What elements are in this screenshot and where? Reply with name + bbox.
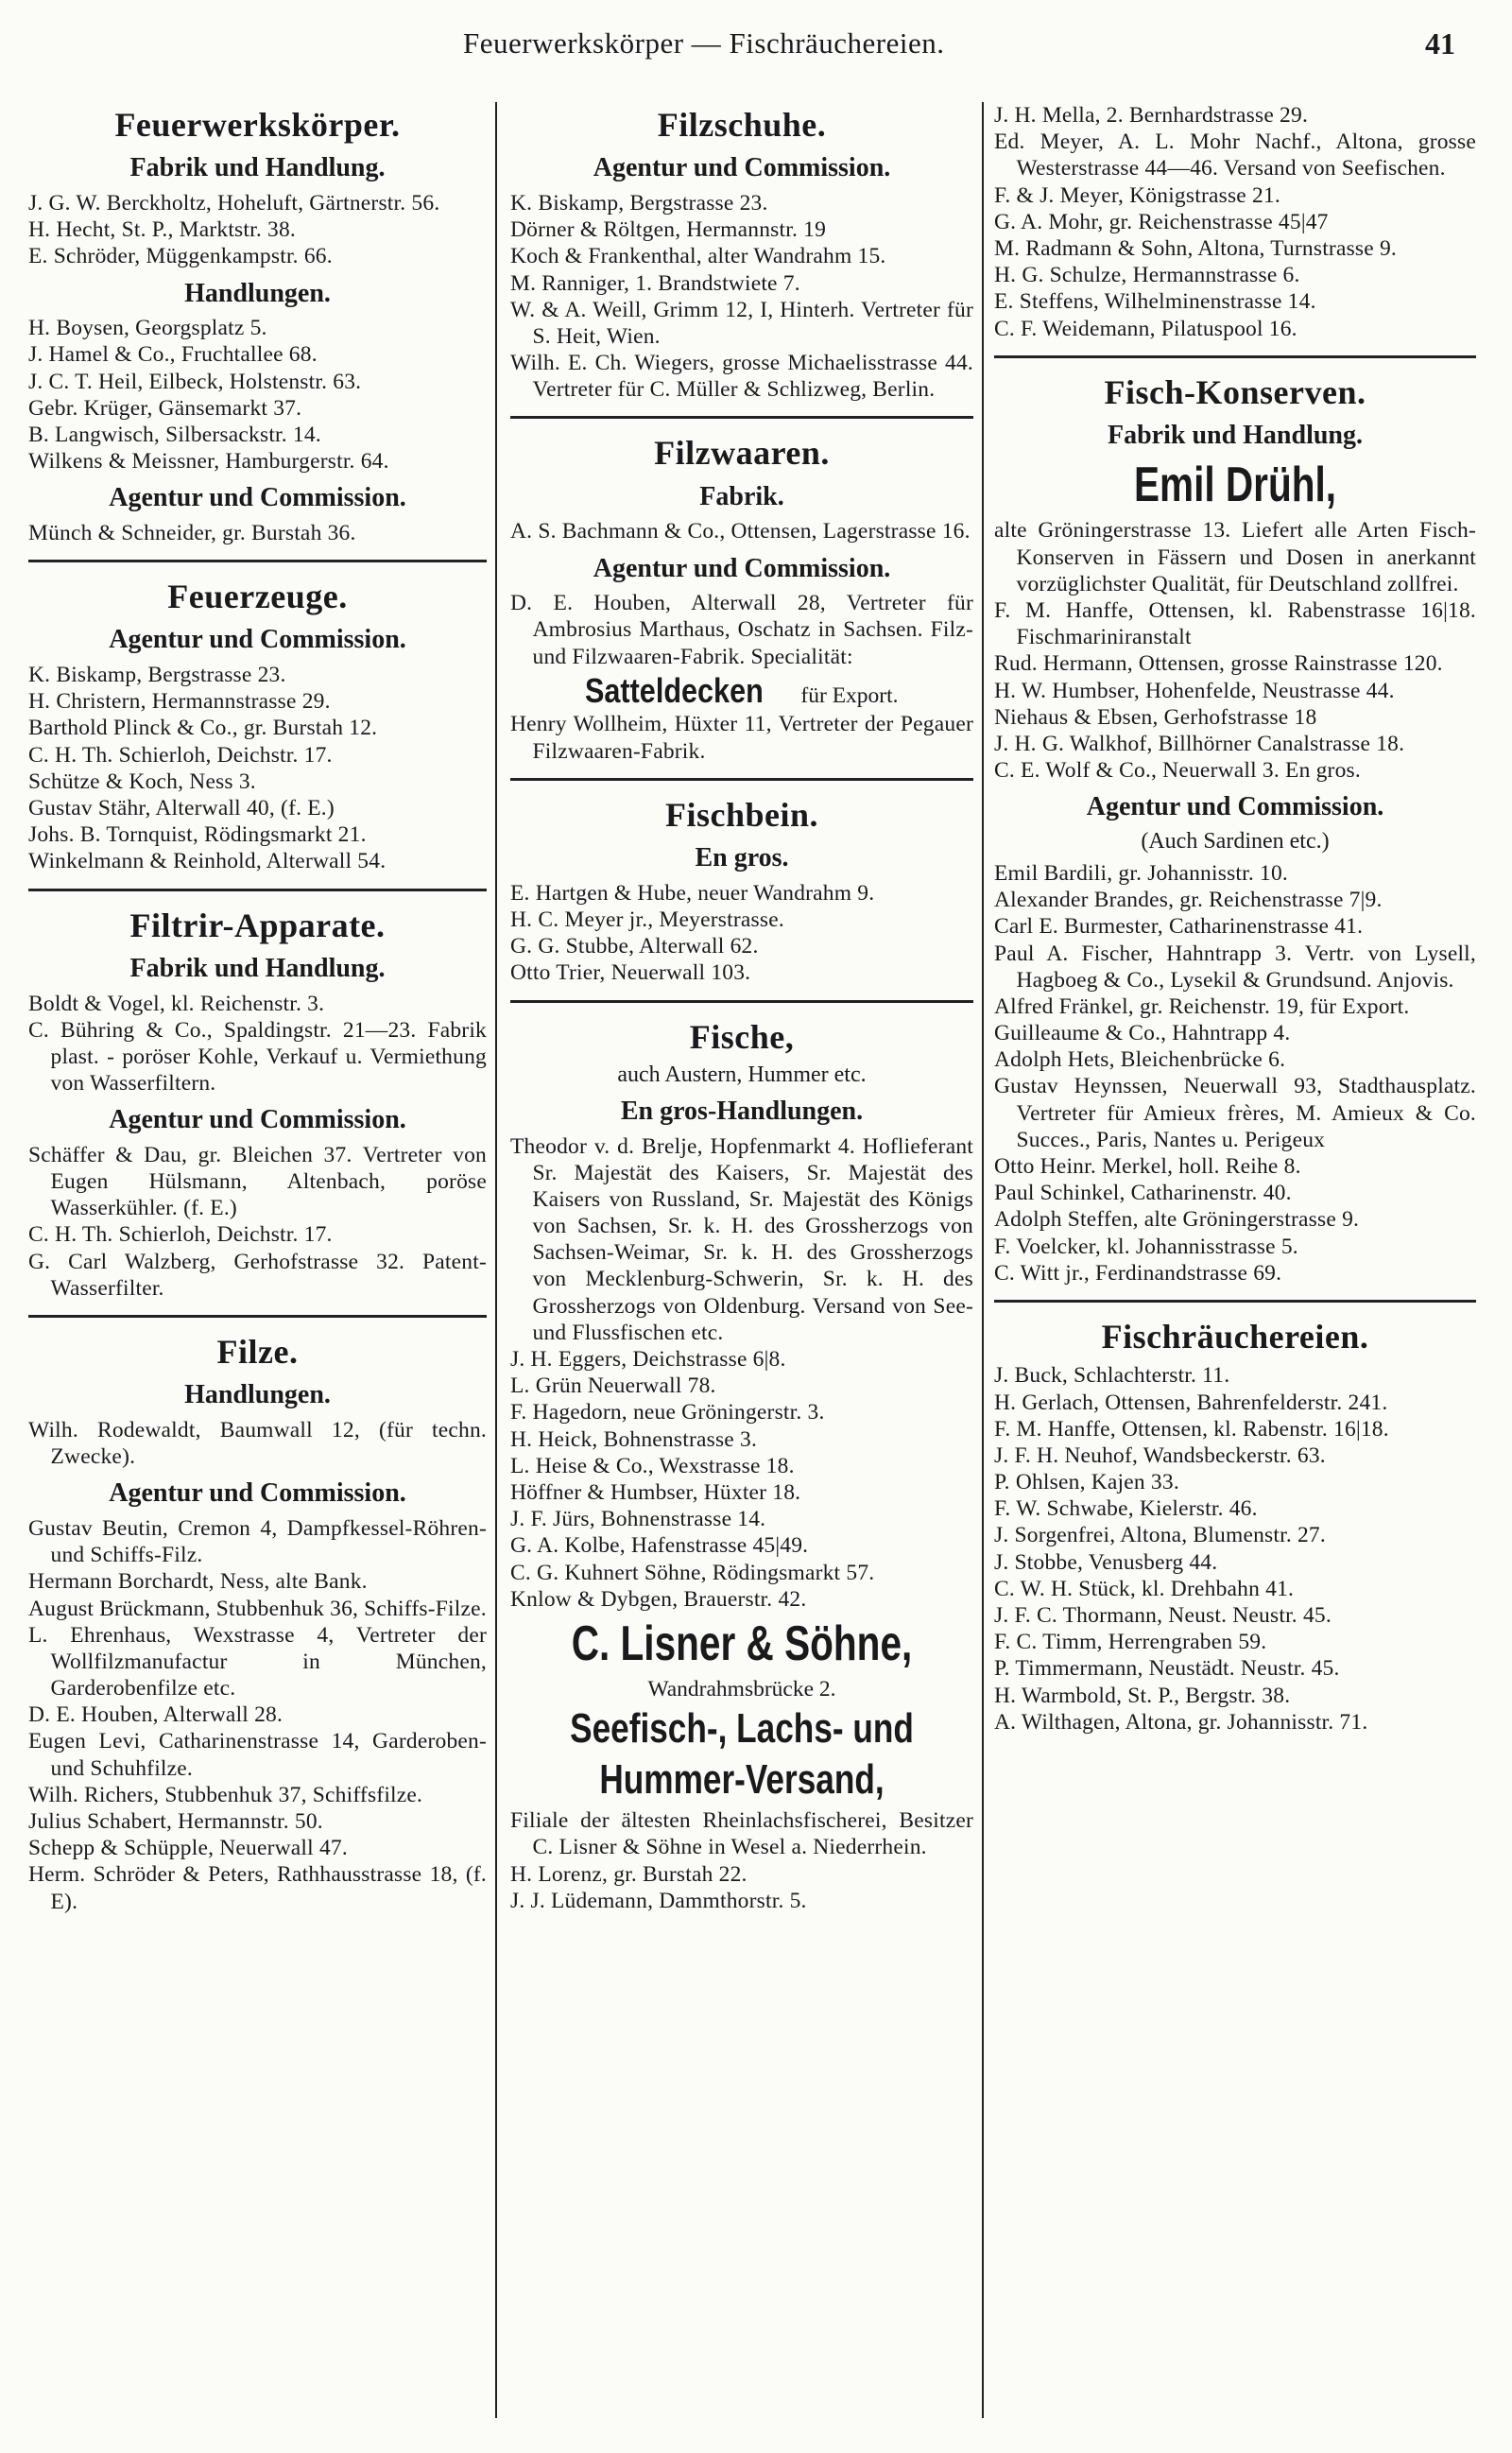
column-rule xyxy=(982,102,984,2418)
directory-entry: E. Schröder, Müggenkampstr. 66. xyxy=(28,244,333,269)
page-header xyxy=(0,26,1512,68)
section-divider xyxy=(510,1000,973,1003)
directory-entry: C. H. Th. Schierloh, Deichstr. 17. xyxy=(28,742,333,768)
subheading: En gros. xyxy=(695,843,789,873)
directory-entry: H. Boysen, Georgsplatz 5. xyxy=(28,316,267,341)
directory-entry: J. F. C. Thormann, Neust. Neustr. 45. xyxy=(994,1603,1332,1629)
directory-entry: H. G. Schulze, Hermannstrasse 6. xyxy=(994,263,1300,288)
section-title: Filzschuhe. xyxy=(657,106,827,144)
entry-list xyxy=(28,315,487,475)
directory-entry: H. Warmbold, St. P., Bergstr. 38. xyxy=(994,1683,1291,1708)
directory-entry: J. H. Eggers, Deichstrasse 6|8. xyxy=(510,1347,786,1372)
directory-entry: L. Ehrenhaus, Wexstrasse 4, Vertreter der Wollfilzmanufactur in München, Garderobenfilze etc. xyxy=(28,1622,487,1702)
directory-entry: J. G. W. Berckholtz, Hoheluft, Gärtnerstr. 56. xyxy=(28,190,440,216)
section-divider xyxy=(28,889,487,891)
directory-entry: Adolph Hets, Bleichenbrücke 6. xyxy=(994,1047,1286,1073)
subheading: Agentur und Commission. xyxy=(109,1105,406,1135)
directory-entry: C. W. H. Stück, kl. Drehbahn 41. xyxy=(994,1576,1295,1601)
page-number: 41 xyxy=(1425,26,1455,60)
directory-entry: F. M. Hanffe, Ottensen, kl. Rabenstr. 16|18. xyxy=(994,1416,1389,1442)
section-divider xyxy=(510,778,973,781)
entry-list xyxy=(28,662,487,875)
directory-entry: H. Hecht, St. P., Marktstr. 38. xyxy=(28,217,296,243)
subheading: Fabrik und Handlung. xyxy=(129,953,386,983)
directory-entry: Henry Wollheim, Hüxter 11, Vertreter der Pegauer Filzwaaren-Fabrik. xyxy=(510,712,973,764)
directory-entry: E. Steffens, Wilhelminenstrasse 14. xyxy=(994,289,1316,315)
directory-entry: Wilh. Richers, Stubbenhuk 37, Schiffsfilze. xyxy=(28,1782,423,1807)
directory-entry: J. H. Mella, 2. Bernhardstrasse 29. xyxy=(994,103,1309,128)
entry-list xyxy=(510,711,973,764)
directory-entry: Barthold Plinck & Co., gr. Burstah 12. xyxy=(28,716,378,741)
directory-entry: Eugen Levi, Catharinenstrasse 14, Garderoben- und Schuhfilze. xyxy=(28,1729,487,1781)
ad-suffix: für Export. xyxy=(800,682,899,708)
subheading: Fabrik. xyxy=(699,481,784,511)
subheading: Agentur und Commission. xyxy=(109,625,406,655)
directory-entry: H. C. Meyer jr., Meyerstrasse. xyxy=(510,907,784,932)
entry-list xyxy=(510,1133,973,1613)
section-divider xyxy=(994,1300,1476,1303)
directory-entry: B. Langwisch, Silbersackstr. 14. xyxy=(28,422,321,447)
section-title: Filtrir-Apparate. xyxy=(129,906,386,944)
directory-entry: C. E. Wolf & Co., Neuerwall 3. En gros. xyxy=(994,758,1361,784)
directory-entry: L. Grün Neuerwall 78. xyxy=(510,1373,716,1399)
directory-entry: Winkelmann & Reinhold, Alterwall 54. xyxy=(28,849,387,874)
directory-entry: Filiale der ältesten Rheinlachsfischerei, Besitzer C. Lisner & Söhne in Wesel a. Niederrhein. xyxy=(510,1808,973,1860)
entry-list xyxy=(28,520,487,546)
column-2 xyxy=(510,102,973,2418)
section-divider xyxy=(28,1315,487,1318)
directory-entry: J. Sorgenfrei, Altona, Blumenstr. 27. xyxy=(994,1523,1326,1548)
directory-entry: Rud. Hermann, Ottensen, grosse Rainstrasse 120. xyxy=(994,651,1443,677)
ad-address: Wandrahmsbrücke 2. xyxy=(647,1676,836,1702)
directory-entry: Knlow & Dybgen, Brauerstr. 42. xyxy=(510,1586,807,1612)
directory-entry: E. Hartgen & Hube, neuer Wandrahm 9. xyxy=(510,880,875,906)
directory-entry: Julius Schabert, Hermannstr. 50. xyxy=(28,1809,323,1834)
directory-entry: Boldt & Vogel, kl. Reichenstr. 3. xyxy=(28,991,325,1016)
directory-entry: W. & A. Weill, Grimm 12, I, Hinterh. Vertreter für S. Heit, Wien. xyxy=(510,297,973,349)
directory-entry: P. Timmermann, Neustädt. Neustr. 45. xyxy=(994,1656,1340,1682)
directory-entry: Wilkens & Meissner, Hamburgerstr. 64. xyxy=(28,449,389,475)
subheading: En gros-Handlungen. xyxy=(620,1096,864,1126)
entry-list xyxy=(510,518,973,544)
ad-line: Hummer-Versand, xyxy=(599,1756,885,1804)
section-feuerwerkskoerper xyxy=(28,106,487,546)
directory-entry: Dörner & Röltgen, Hermannstr. 19 xyxy=(510,217,827,243)
directory-entry: Alexander Brandes, gr. Reichenstrasse 7|9. xyxy=(994,888,1383,913)
subheading: Handlungen. xyxy=(184,278,331,308)
directory-entry: L. Heise & Co., Wexstrasse 18. xyxy=(510,1453,795,1478)
section-divider xyxy=(28,560,487,562)
entry-list xyxy=(28,1417,487,1470)
entry-list xyxy=(28,1515,487,1915)
section-filtrir-apparate xyxy=(28,907,487,1302)
section-note: (Auch Sardinen etc.) xyxy=(1141,828,1330,854)
directory-entry: H. Christern, Hermannstrasse 29. xyxy=(28,689,331,715)
subheading: Agentur und Commission. xyxy=(1086,792,1384,822)
entry-list xyxy=(994,1362,1476,1736)
directory-entry: A. S. Bachmann & Co., Ottensen, Lagerstrasse 16. xyxy=(510,519,971,544)
section-filze xyxy=(28,1333,487,1915)
directory-entry: alte Gröningerstrasse 13. Liefert alle Arten Fisch-Konserven in Fässern und Dosen in anerkannt vorzüglichster Qualität, für Deutschland zollfrei. xyxy=(994,518,1476,596)
directory-entry: J. C. T. Heil, Eilbeck, Holstenstr. 63. xyxy=(28,369,362,394)
column-1 xyxy=(28,102,487,2418)
directory-entry: Schepp & Schüpple, Neuerwall 47. xyxy=(28,1836,348,1861)
directory-entry: Schäffer & Dau, gr. Bleichen 37. Vertreter von Eugen Hülsmann, Altenbach, poröse Wasserkühler. (f. E.) xyxy=(28,1142,487,1221)
directory-entry: H. Lorenz, gr. Burstah 22. xyxy=(510,1861,747,1887)
subheading: Handlungen. xyxy=(184,1380,331,1410)
ad-line: Seefisch-, Lachs- und xyxy=(570,1704,914,1752)
section-fische xyxy=(510,1018,973,1915)
directory-entry: Gustav Stähr, Alterwall 40, (f. E.) xyxy=(28,795,335,821)
section-title: Fisch-Konserven. xyxy=(1104,372,1366,411)
section-title: Feuerzeuge. xyxy=(167,578,348,616)
directory-entry: J. F. H. Neuhof, Wandsbeckerstr. 63. xyxy=(994,1442,1326,1468)
directory-entry: C. H. Th. Schierloh, Deichstr. 17. xyxy=(28,1222,333,1248)
subheading: Agentur und Commission. xyxy=(593,153,891,183)
subheading: Agentur und Commission. xyxy=(109,1478,406,1509)
directory-entry: Gustav Heynssen, Neuerwall 93, Stadthausplatz. Vertreter für Amieux frères, M. Amieux & Co. Succes., Paris, Nantes u. Perigeux xyxy=(994,1074,1476,1152)
directory-entry: Paul A. Fischer, Hahntrapp 3. Vertr. von Lysell, Hagboeg & Co., Lysekil & Grundsund. Anjovis. xyxy=(994,941,1476,993)
directory-entry: Paul Schinkel, Catharinenstr. 40. xyxy=(994,1181,1292,1206)
directory-entry: A. Wilthagen, Altona, gr. Johannisstr. 71. xyxy=(994,1709,1368,1735)
directory-entry: P. Ohlsen, Kajen 33. xyxy=(994,1470,1179,1495)
directory-entry: Gebr. Krüger, Gänsemarkt 37. xyxy=(28,395,302,421)
directory-entry: Theodor v. d. Brelje, Hopfenmarkt 4. Hoflieferant Sr. Majestät des Kaisers, Sr. Majestät des Kaisers von Russland, Sr. Majestät des Königs von Sachsen, Sr. k. H. des Grossherzogs von Sachsen-Weimar, Sr. k. H. des Grossherzogs von Mecklenburg-Schwerin, Sr. k. H. des Grossherzogs von Oldenburg. Versand von See- und Flussfischen etc. xyxy=(510,1133,973,1345)
section-title: Fischbein. xyxy=(664,795,819,834)
running-title: Feuerwerkskörper — Fischräuchereien. xyxy=(463,26,945,60)
directory-entry: C. G. Kuhnert Söhne, Rödingsmarkt 57. xyxy=(510,1560,875,1585)
directory-entry: August Brückmann, Stubbenhuk 36, Schiffs-Filze. xyxy=(28,1596,487,1621)
directory-entry: Alfred Fränkel, gr. Reichenstr. 19, für Export. xyxy=(994,993,1410,1019)
directory-entry: Herm. Schröder & Peters, Rathhausstrasse 18, (f. E). xyxy=(28,1862,487,1914)
section-filzschuhe xyxy=(510,106,973,403)
directory-entry: C. F. Weidemann, Pilatuspool 16. xyxy=(994,316,1297,341)
directory-entry: Schütze & Koch, Ness 3. xyxy=(28,769,256,794)
directory-entry: H. Heick, Bohnenstrasse 3. xyxy=(510,1426,758,1452)
directory-entry: J. Buck, Schlachterstr. 11. xyxy=(994,1363,1230,1389)
directory-entry: G. A. Mohr, gr. Reichenstrasse 45|47 xyxy=(994,209,1329,234)
directory-entry: Münch & Schneider, gr. Burstah 36. xyxy=(28,520,356,545)
section-fischraeuchereien xyxy=(994,1318,1476,1736)
directory-entry: Otto Heinr. Merkel, holl. Reihe 8. xyxy=(994,1154,1301,1179)
subheading: Agentur und Commission. xyxy=(109,483,406,513)
section-title: Fischräuchereien. xyxy=(1101,1317,1369,1356)
directory-entry: G. A. Kolbe, Hafenstrasse 45|49. xyxy=(510,1533,809,1559)
entry-list xyxy=(510,190,973,404)
directory-entry: K. Biskamp, Bergstrasse 23. xyxy=(28,663,286,688)
directory-entry: J. H. G. Walkhof, Billhörner Canalstrasse 18. xyxy=(994,731,1405,756)
directory-entry: Gustav Beutin, Cremon 4, Dampfkessel-Röhren- und Schiffs-Filz. xyxy=(28,1515,487,1568)
entry-list xyxy=(28,1142,487,1302)
directory-entry: Otto Trier, Neuerwall 103. xyxy=(510,960,751,986)
directory-entry: F. C. Timm, Herrengraben 59. xyxy=(994,1630,1267,1655)
ad-company-name: C. Lisner & Söhne, xyxy=(571,1615,913,1671)
entry-list xyxy=(28,991,487,1097)
directory-entry: Emil Bardili, gr. Johannisstr. 10. xyxy=(994,860,1288,886)
column-3 xyxy=(994,102,1476,2418)
directory-entry: Niehaus & Ebsen, Gerhofstrasse 18 xyxy=(994,704,1317,730)
directory-entry: Höffner & Humbser, Hüxter 18. xyxy=(510,1479,801,1505)
directory-entry: Guilleaume & Co., Hahntrapp 4. xyxy=(994,1021,1291,1046)
directory-entry: H. W. Humbser, Hohenfelde, Neustrasse 44. xyxy=(994,678,1395,703)
section-divider xyxy=(510,416,973,419)
subheading: Agentur und Commission. xyxy=(593,553,891,583)
directory-entry: M. Radmann & Sohn, Altona, Turnstrasse 9. xyxy=(994,235,1398,261)
directory-entry: F. W. Schwabe, Kielerstr. 46. xyxy=(994,1496,1258,1522)
directory-entry: D. E. Houben, Alterwall 28. xyxy=(28,1702,284,1728)
directory-entry: C. Witt jr., Ferdinandstrasse 69. xyxy=(994,1260,1282,1286)
section-note: auch Austern, Hummer etc. xyxy=(617,1062,867,1087)
directory-entry: K. Biskamp, Bergstrasse 23. xyxy=(510,190,768,216)
directory-entry: Wilh. Rodewaldt, Baumwall 12, (für techn. Zwecke). xyxy=(28,1417,487,1470)
directory-entry: Koch & Frankenthal, alter Wandrahm 15. xyxy=(510,244,886,269)
entry-list xyxy=(510,880,973,987)
subheading: Fabrik und Handlung. xyxy=(1107,421,1364,451)
directory-entry: Wilh. E. Ch. Wiegers, grosse Michaelisstrasse 44. Vertreter für C. Müller & Schlizweg, Berlin. xyxy=(510,351,973,403)
directory-entry: Ed. Meyer, A. L. Mohr Nachf., Altona, grosse Westerstrasse 44—46. Versand von Seefischen. xyxy=(994,130,1476,181)
ad-company-name: Emil Drühl, xyxy=(1133,457,1337,512)
directory-entry: F. & J. Meyer, Königstrasse 21. xyxy=(994,182,1280,208)
directory-entry: G. Carl Walzberg, Gerhofstrasse 32. Patent-Wasserfilter. xyxy=(28,1249,487,1301)
section-fischbein xyxy=(510,796,973,987)
directory-entry: J. J. Lüdemann, Dammthorstr. 5. xyxy=(510,1888,807,1913)
section-title: Filze. xyxy=(216,1332,299,1371)
directory-entry: M. Ranniger, 1. Brandstwiete 7. xyxy=(510,270,800,296)
directory-entry: G. G. Stubbe, Alterwall 62. xyxy=(510,934,759,959)
entry-list xyxy=(994,102,1476,342)
directory-entry: C. Bühring & Co., Spaldingstr. 21—23. Fabrik plast. - poröser Kohle, Verkauf u. Vermiethung von Wasserfiltern. xyxy=(28,1017,487,1097)
directory-entry: D. E. Houben, Alterwall 28, Vertreter für Ambrosius Marthaus, Oschatz in Sachsen. Filz- und Filzwaaren-Fabrik. Specialität: xyxy=(510,591,973,669)
entry-list xyxy=(510,1807,973,1914)
section-feuerzeuge xyxy=(28,578,487,874)
section-filzwaaren xyxy=(510,434,973,764)
section-title: Fische, xyxy=(689,1017,795,1056)
directory-entry: J. F. Jürs, Bohnenstrasse 14. xyxy=(510,1507,766,1532)
section-title: Feuerwerkskörper. xyxy=(114,106,401,144)
directory-entry: Hermann Borchardt, Ness, alte Bank. xyxy=(28,1569,368,1595)
directory-entry: H. Gerlach, Ottensen, Bahrenfelderstr. 241. xyxy=(994,1390,1388,1415)
advertisement-satteldecken xyxy=(510,672,973,710)
directory-entry: Adolph Steffen, alte Gröningerstrasse 9. xyxy=(994,1207,1360,1233)
directory-entry: F. Voelcker, kl. Johannisstrasse 5. xyxy=(994,1234,1298,1259)
ad-heading: Satteldecken xyxy=(585,670,765,710)
entry-list xyxy=(994,860,1476,1287)
section-title: Filzwaaren. xyxy=(654,434,830,473)
section-divider xyxy=(994,355,1476,358)
directory-entry: Johs. B. Tornquist, Rödingsmarkt 21. xyxy=(28,822,367,848)
subheading: Fabrik und Handlung. xyxy=(129,153,386,183)
entry-list xyxy=(994,517,1476,784)
directory-entry: Carl E. Burmester, Catharinenstrasse 41. xyxy=(994,914,1364,940)
directory-entry: F. Hagedorn, neue Gröningerstr. 3. xyxy=(510,1400,825,1425)
section-fisch-konserven xyxy=(994,373,1476,1287)
entry-list xyxy=(28,190,487,270)
directory-entry: J. Stobbe, Venusberg 44. xyxy=(994,1549,1218,1575)
directory-entry: J. Hamel & Co., Fruchtallee 68. xyxy=(28,342,318,368)
column-rule xyxy=(495,102,497,2418)
directory-entry: F. M. Hanffe, Ottensen, kl. Rabenstrasse 16|18. Fischmariniranstalt xyxy=(994,598,1476,650)
entry-list xyxy=(510,590,973,670)
